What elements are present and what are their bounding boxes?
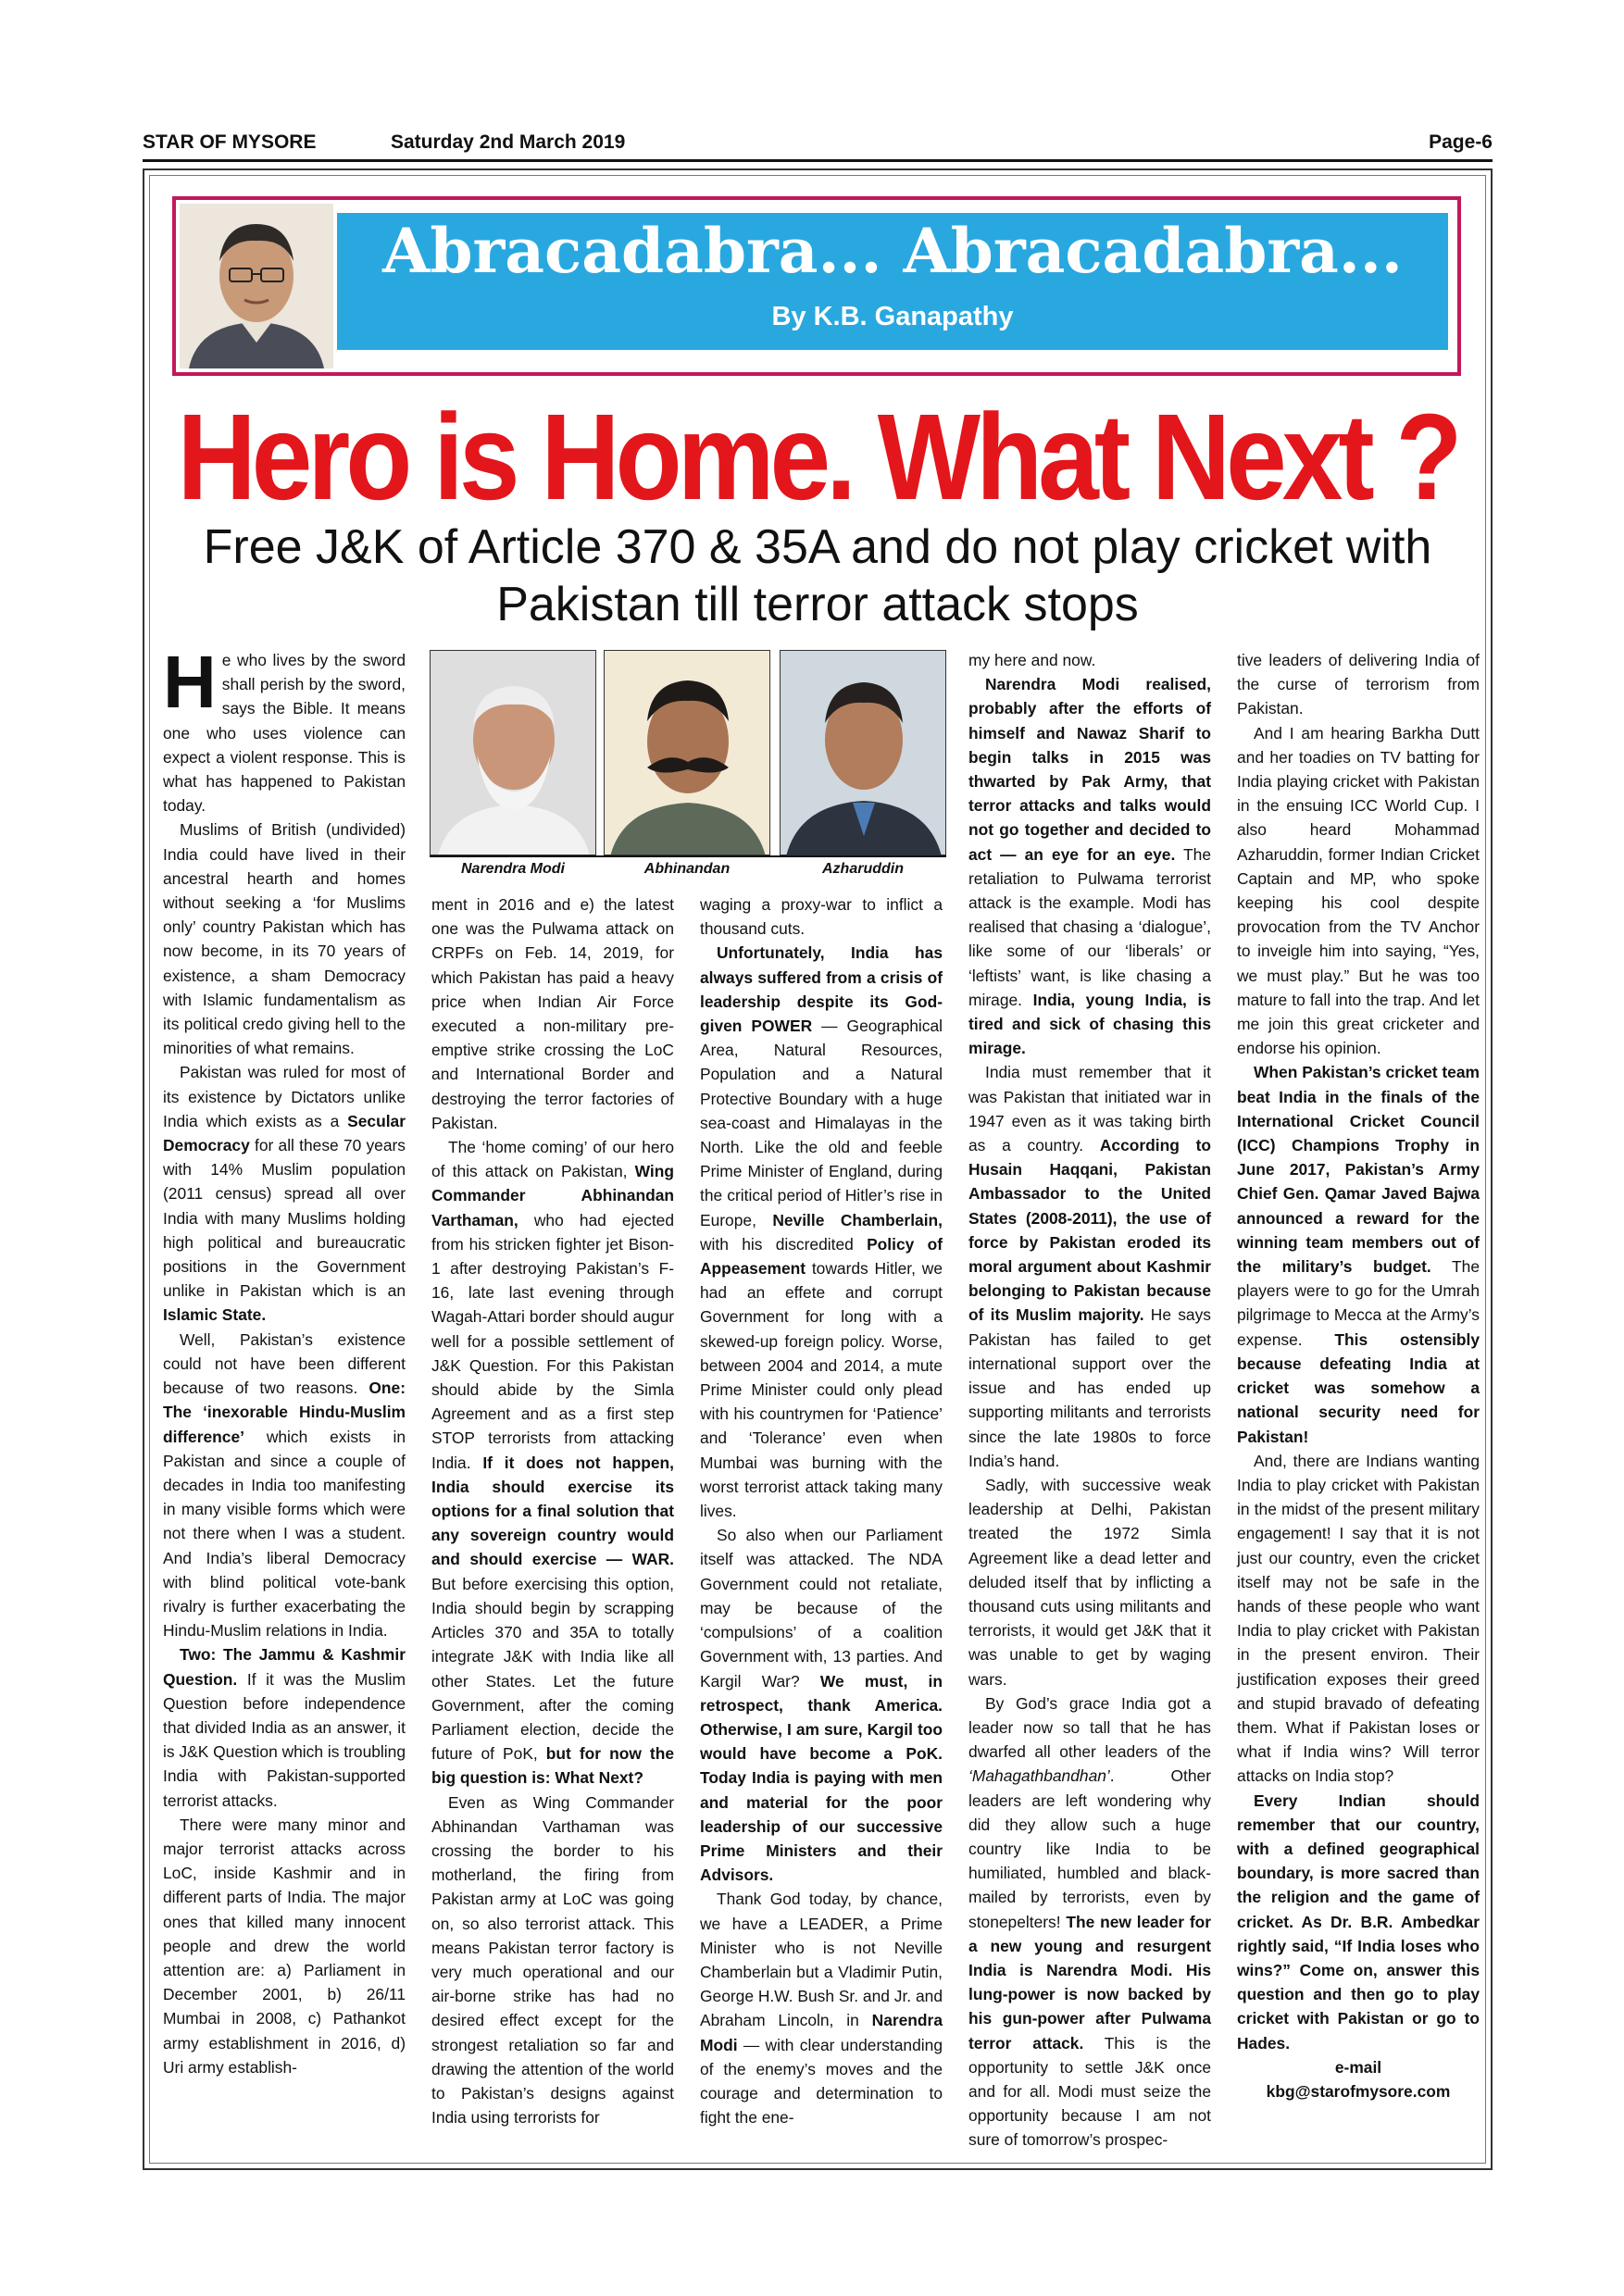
column-banner [172, 196, 1461, 376]
article-paragraph: Muslims of British (undivided) India could have lived in their ancestral hearth and homes without seeking a ‘for Muslims only’ country Pakistan which has now become, in its 70 years of existence, a sham Democracy with Islamic fundamentalism as its political credo giving hell to the minorities of what remains. [163, 820, 406, 1058]
article-paragraph: The ‘home coming’ of our hero of this attack on Pakistan, Wing Commander Abhinandan Varthaman, who had ejected from his stricken fighter jet Bison-1 after destroying Pakistan’s F-16, late last evening through Wagah-Attari border should augur well for a possible settlement of J&K Question. For this Pakistan should abide by the Simla Agreement and as a first step STOP terrorists from attacking India. If it does not happen, India should exercise its options for a final solution that any sovereign country would and should exercise — WAR. But before exercising this option, India should begin by scrapping Articles 370 and 35A to totally integrate J&K with India like all other States. Let the future Government, after the coming Parliament election, decide the future of PoK, but for now the big question is: What Next? [431, 1138, 674, 1788]
article-paragraph: Pakistan was ruled for most of its existence by Dictators unlike India which exists as a Secular Democracy for all these 70 years with 14% Muslim population (2011 census) spread all over India with many Muslims holding high political and bureaucratic positions in the Government unlike in Pakistan which is an Islamic State. [163, 1063, 406, 1325]
article-paragraph: There were many minor and major terrorist attacks across LoC, inside Kashmir and in different parts of India. The major ones that killed many innocent people and drew the world attention are: a) Parliament in December 2001, b) 26/11 Mumbai in 2008, c) Pathankot army establishment in 2016, d) Uri army establish- [163, 1815, 406, 2077]
article-paragraph: Every Indian should remember that our country, with a defined geographical boundary, is more sacred than the religion and the game of cricket. As Dr. B.R. Ambedkar rightly said, “If India loses who wins?” Come on, answer this question and then go to play cricket with Pakistan or go to Hades. [1237, 1791, 1480, 2053]
header-rule [143, 159, 1493, 162]
article-paragraph: And I am hearing Barkha Dutt and her toadies on TV batting for India playing cricket with Pakistan in the ensuing ICC World Cup. I also heard Mohammad Azharuddin, former Indian Cricket Captain and MP, who spoke keeping his cool despite provocation from the TV Anchor to inveigle him into saying, “Yes, we must play.” But he was too mature to fall into the trap. And let me join this great cricketer and endorse his opinion. [1237, 723, 1480, 1058]
author-portrait-icon [180, 204, 333, 368]
article-column-1 [163, 641, 406, 2079]
photo-caption: Azharuddin [822, 861, 904, 877]
column-title: Abracadabra... Abracadabra... [382, 215, 1403, 287]
article-paragraph: waging a proxy-war to inflict a thousand cuts. [700, 895, 943, 939]
article-column-2 [431, 892, 674, 2129]
subheadline: Free J&K of Article 370 & 35A and do not play cricket with Pakistan till terror attack stops [203, 520, 1432, 631]
article-paragraph: my here and now. [968, 651, 1096, 669]
photo-azharuddin [780, 650, 946, 855]
drop-cap: H [163, 641, 217, 723]
portrait-icon [781, 651, 946, 855]
headline: Hero is Home. What Next ? [177, 389, 1458, 527]
masthead: STAR OF MYSORE [143, 131, 317, 153]
issue-date: Saturday 2nd March 2019 [391, 131, 626, 153]
caption-rule [430, 855, 946, 857]
photo-narendra-modi [430, 650, 596, 855]
article-column-4 [968, 648, 1211, 2152]
article-paragraph: So also when our Parliament itself was attacked. The NDA Government could not retaliate, may be because of the ‘compulsions’ of a coalition Government with, 13 parties. And Kargil War? We must, in retrospect, thank America. Otherwise, I am sure, Kargil too would have become a PoK. Today India is paying with men and material for the poor leadership of our successive Prime Ministers and their Advisors. [700, 1526, 943, 1885]
byline: By K.B. Ganapathy [771, 302, 1014, 331]
article-paragraph: Unfortunately, India has always suffered from a crisis of leadership despite its God-given POWER — Geographical Area, Natural Resources, Population and a Natural Protective Boundary with a huge sea-coast and Himalayas in the North. Like the old and feeble Prime Minister of England, during the critical period of Hitler’s rise in Europe, Neville Chamberlain, with his discredited Policy of Appeasement towards Hitler, we had an effete and corrupt Government for long with a skewed-up foreign policy. Worse, between 2004 and 2014, a mute Prime Minister could only plead with his countrymen for ‘Patience’ and ‘Tolerance’ even when Mumbai was burning with the worst terrorist attack taking many lives. [700, 943, 943, 1521]
article-paragraph: And, there are Indians wanting India to play cricket with Pakistan in the midst of the present military engagement! I say that it is not just our country, even the cricket itself may not be safe in the hands of these people who want India to play cricket with Pakistan in the present environ. Their justification exposes their greed and stupid bravado of defeating them. What if Pakistan loses or what if India wins? Will terror attacks on India stop? [1237, 1451, 1480, 1786]
article-paragraph: Sadly, with successive weak leadership at Delhi, Pakistan treated the 1972 Simla Agreement like a dead letter and deluded itself that by inflicting a thousand cuts using militants and terrorists, it would get J&K that it was unable to get by waging wars. [968, 1475, 1211, 1689]
article-paragraph: Thank God today, by chance, we have a LEADER, a Prime Minister who is not Neville Chamberlain but a Vladimir Putin, George H.W. Bush Sr. and Jr. and Abraham Lincoln, in Narendra Modi — with clear understanding of the enemy’s moves and the courage and determination to fight the ene- [700, 1890, 943, 2128]
photo-strip [426, 650, 950, 889]
article-paragraph: Two: The Jammu & Kashmir Question. If it was the Muslim Question before independence that divided India as an answer, it is J&K Question which is troubling India with Pakistan-supported terrorist attacks. [163, 1645, 406, 1810]
article-paragraph: By God’s grace India got a leader now so tall that he has dwarfed all other leaders of the ‘Mahagathbandhan’. Other leaders are left wondering why did they allow such a huge country like India to be humiliated, humbled and black-mailed by terrorists, even by stonepelters! The new leader for a new young and resurgent India is Narendra Modi. His lung-power is now backed by his gun-power after Pulwama terror attack. This is the opportunity to settle J&K once and for all. Modi must seize the opportunity because I am not sure of tomorrow’s prospec- [968, 1693, 1211, 2150]
article-paragraph: tive leaders of delivering India of the curse of terrorism from Pakistan. [1237, 651, 1480, 718]
article-paragraph: Even as Wing Commander Abhinandan Varthaman was crossing the border to his motherland, the firing from Pakistan army at LoC was going on, so also terrorist attack. This means Pakistan terror factory is very much operational and our air-borne strike has had no desired effect except for the strongest retaliation so far and drawing the attention of the world to Pakistan’s designs against India using terrorists for [431, 1792, 674, 2128]
article-paragraph: Narendra Modi realised, probably after the efforts of himself and Nawaz Sharif to begin talks in 2015 was thwarted by Pak Army, that terror attacks and talks would not go together and decided to act — an eye for an eye. The retaliation to Pulwama terrorist attack is the example. Modi has realised that chasing a ‘dialogue’, like some of our ‘liberals’ or ‘leftists’ want, is like chasing a mirage. India, young India, is tired and sick of chasing this mirage. [968, 675, 1212, 1058]
article-column-3 [700, 892, 943, 2129]
author-email: kbg@starofmysore.com [1266, 2081, 1451, 2101]
banner-band [337, 213, 1448, 350]
photo-caption: Abhinandan [643, 861, 731, 877]
article-paragraph: He who lives by the sword shall perish by the sword, says the Bible. It means one who uses violence can expect a violent response. This is what has happened to Pakistan today. [163, 641, 406, 816]
article-paragraph: Well, Pakistan’s existence could not have been different because of two reasons. One: The ‘inexorable Hindu-Muslim difference’ which exists in Pakistan and since a couple of decades in India too manifesting in many visible forms which were not there when I was a student. And India’s liberal Democracy with blind political vote-bank rivalry is further exacerbating the Hindu-Muslim relations in India. [163, 1329, 406, 1641]
photo-abhinandan [604, 650, 770, 855]
portrait-icon [605, 651, 770, 855]
article-paragraph: When Pakistan’s cricket team beat India in the finals of the International Cricket Council (ICC) Champions Trophy in June 2017, Pakistan’s Army Chief Gen. Qamar Javed Bajwa announced a reward for the winning team members out of the military’s budget. The players were to go for the Umrah pilgrimage to Mecca at the Army’s expense. This ostensibly because defeating India at cricket was somehow a national security need for Pakistan! [1237, 1063, 1480, 1446]
photo-caption: Narendra Modi [460, 861, 565, 877]
page-number: Page-6 [1429, 131, 1493, 153]
email-label: e-mail [1334, 2057, 1382, 2077]
portrait-icon [431, 651, 596, 855]
article-column-5 [1237, 648, 1480, 2103]
author-photo [180, 204, 333, 368]
article-paragraph: India must remember that it was Pakistan that initiated war in 1947 even as it was taking birth as a country. According to Husain Haqqani, Pakistan Ambassador to the United States (2008-2011), the use of force by Pakistan eroded its moral argument about Kashmir belonging to Pakistan because of its Muslim majority. He says Pakistan has failed to get international support over the issue and has ended up supporting militants and terrorists since the late 1980s to force India’s hand. [968, 1063, 1211, 1470]
article-paragraph: ment in 2016 and e) the latest one was the Pulwama attack on CRPFs on Feb. 14, 2019, for which Pakistan has paid a heavy price when Indian Air Force executed a non-military pre-emptive strike crossing the LoC and International Border and destroying the terror factories of Pakistan. [431, 895, 674, 1132]
